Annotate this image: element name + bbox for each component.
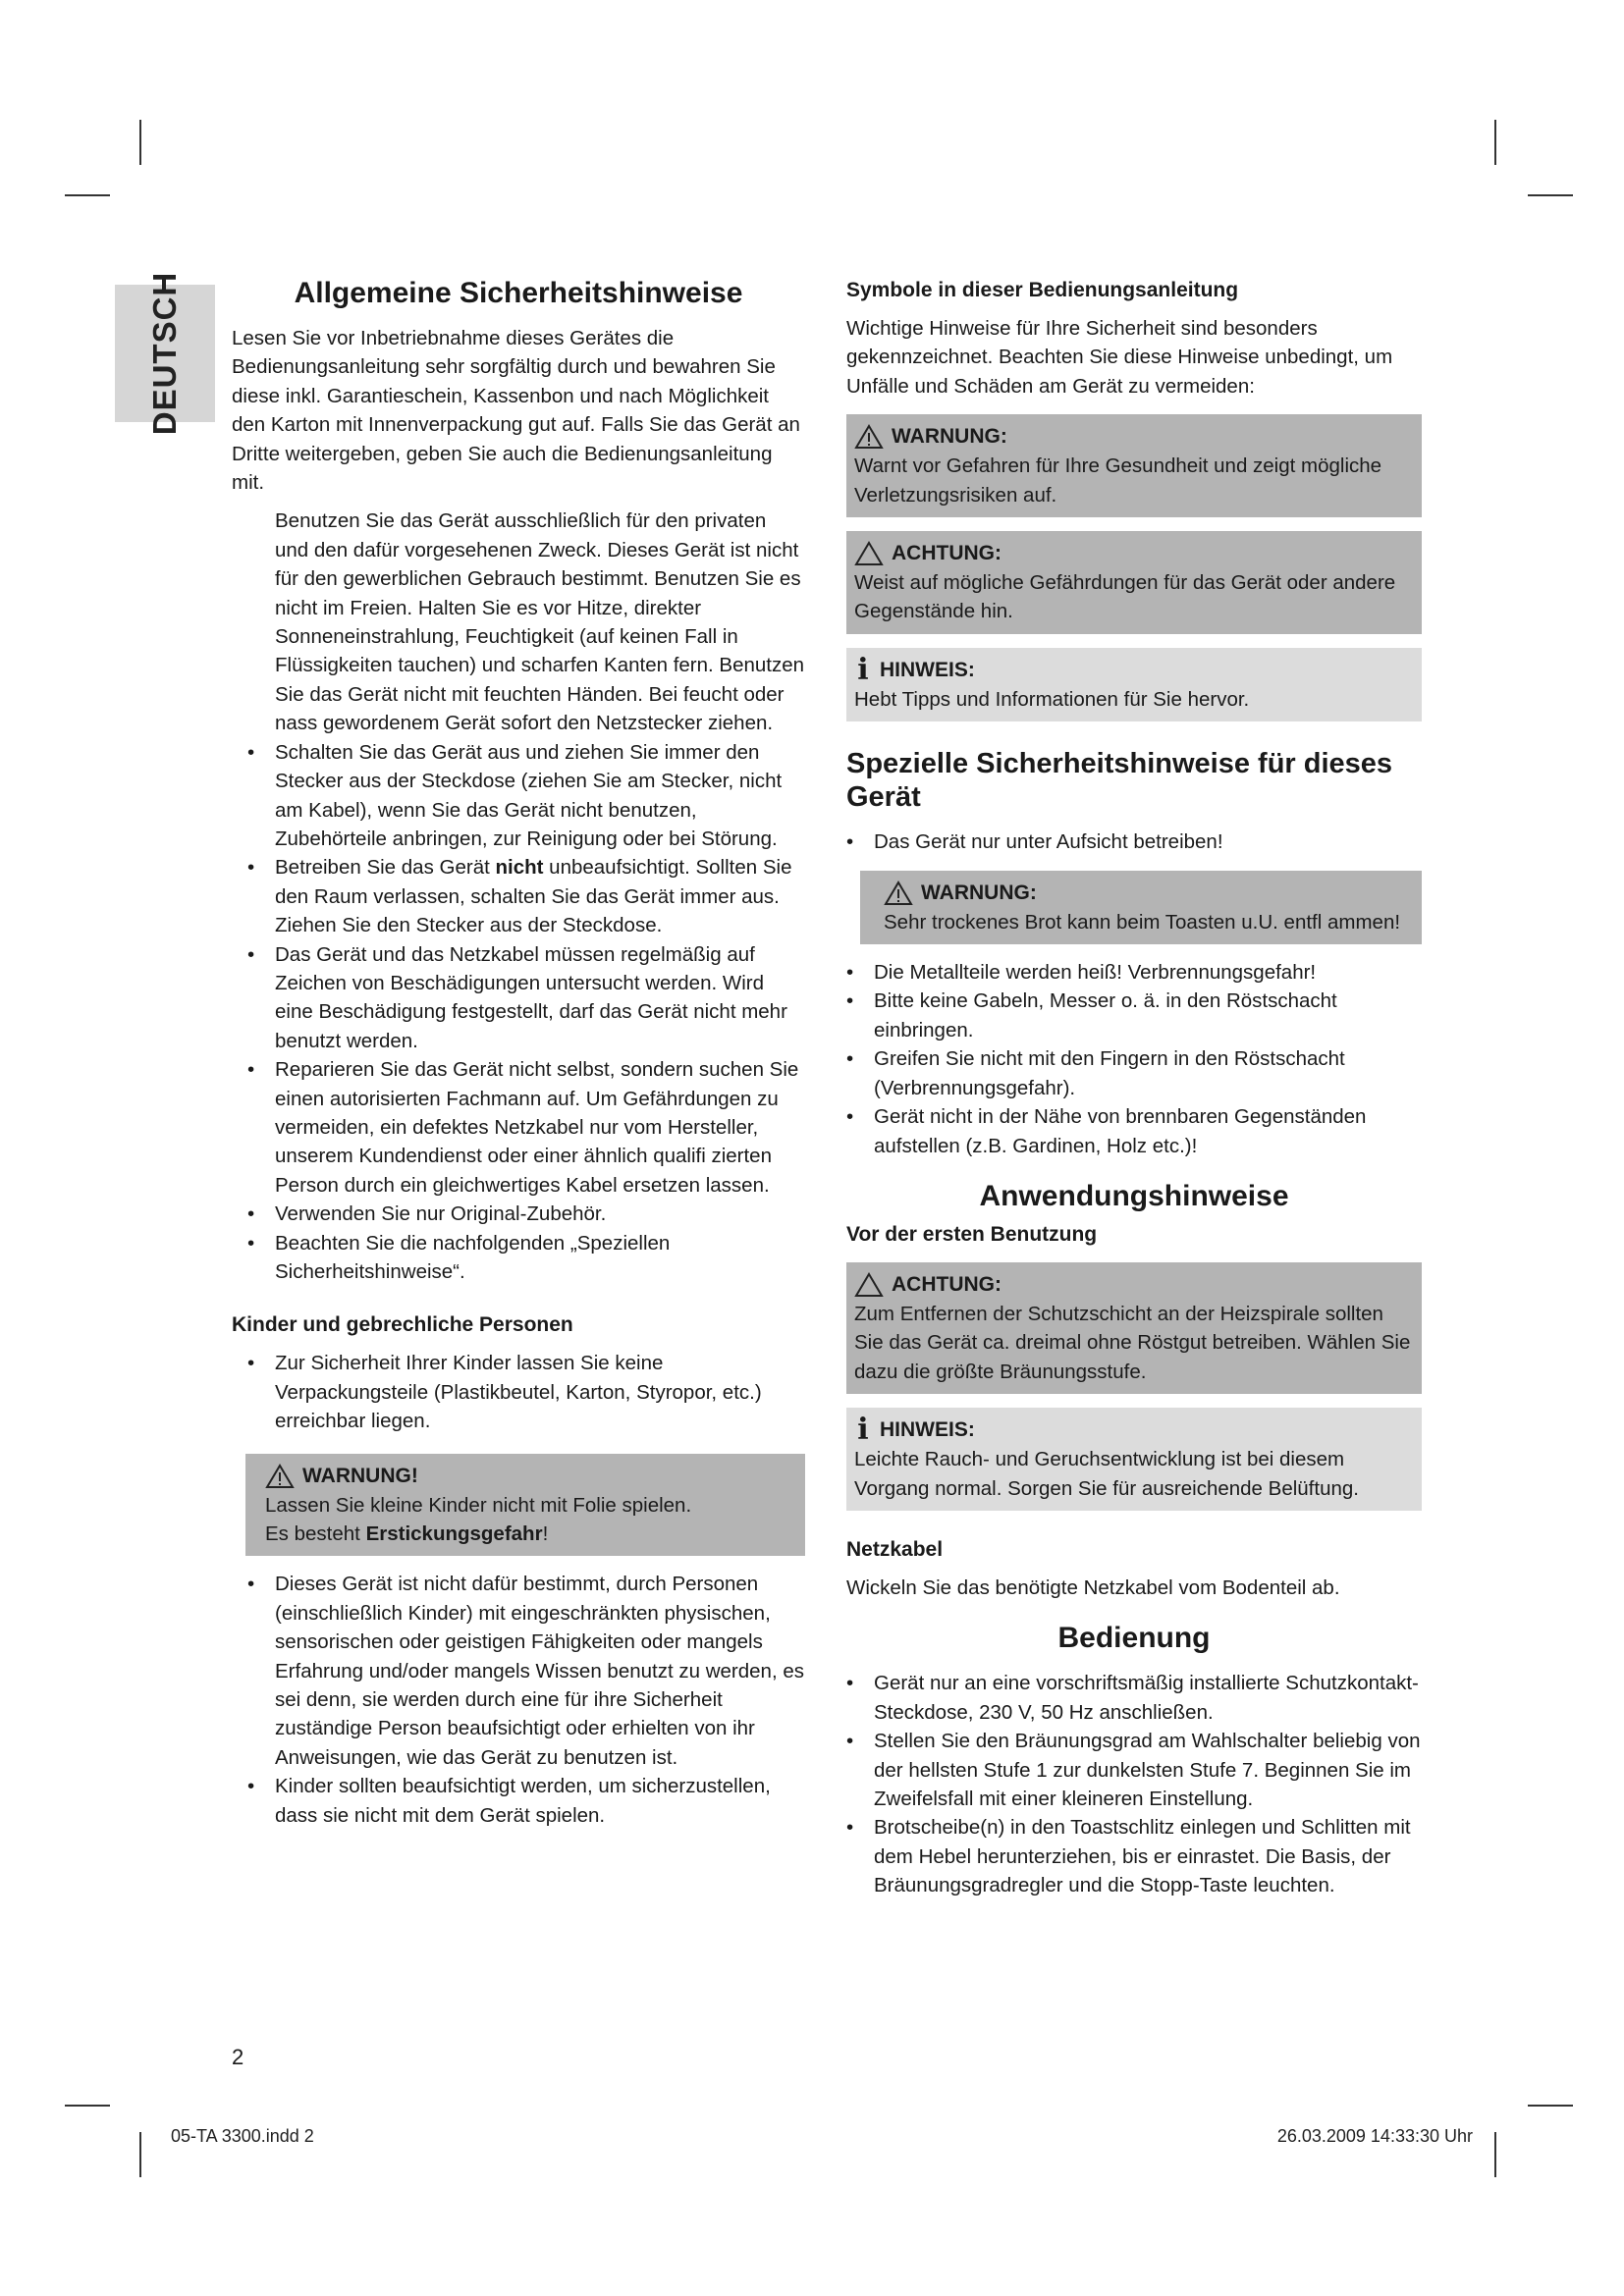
list-item: • Bitte keine Gabeln, Messer o. ä. in den Röstschacht einbringen. (846, 989, 1337, 1041)
crop-mark (1528, 194, 1573, 196)
symbols-intro: Wichtige Hinweise für Ihre Sicherheit sind besonders gekennzeichnet. Beachten Sie diese Hinweise unbedingt, um Unfälle und Schäden am Gerät zu vermeiden: (846, 317, 1393, 398)
list-item: • Dieses Gerät ist nicht dafür bestimmt, durch Personen (einschließlich Kinder) mit eingeschränkten physischen, sensorischen oder geistigen Fähigkeiten oder mangels Erfahrung und/oder mangels Wissen benutzt zu werden, es sei denn, sie werden durch eine für ihre Sicherheit zuständige Person beaufsichtigt oder erhielten von ihr Anweisungen, wie das Gerät zu benutzen ist. (247, 1573, 804, 1769)
crop-mark (139, 120, 141, 165)
list-item: • Gerät nicht in der Nähe von brennbaren Gegenständen aufstellen (z.B. Gardinen, Holz etc.)! (846, 1105, 1367, 1157)
page-number: 2 (232, 2045, 244, 2069)
list-item: Benutzen Sie das Gerät ausschließlich für den privaten und den dafür vorgesehenen Zweck. Dieses Gerät ist nicht für den gewerblichen Gebrauch bestimmt. Benutzen Sie es nicht im Freien. Halten Sie es vor Hitze, direkter Sonneneinstrahlung, Feuchtigkeit (auf keinen Fall in Flüssigkeiten tauchen) und scharfen Kanten fern. Benutzen Sie das Gerät nicht mit feuchten Händen. Bei feucht oder nass gewordenem Gerät sofort den Netzstecker ziehen. (275, 509, 805, 735)
bullet-text-not-unattended: Betreiben Sie das Gerät nicht unbeaufsichtigt. Sollten Sie den Raum verlassen, schalten Sie das Gerät immer aus. Ziehen Sie den Stecker aus der Steckdose. (275, 856, 792, 937)
symbol-box-hinweis: i HINWEIS: Hebt Tipps und Informationen für Sie hervor. (846, 648, 1422, 721)
list-item: • Das Gerät und das Netzkabel müssen regelmäßig auf Zeichen von Beschädigungen untersucht werden. Wird eine Beschädigung festgestellt, darf das Gerät nicht mehr benutzt werden. (247, 942, 787, 1052)
symbol-box-achtung: ACHTUNG: Weist auf mögliche Gefährdungen für das Gerät oder andere Gegenstände hin. (846, 531, 1422, 634)
usage-title: Anwendungshinweise (979, 1179, 1289, 1212)
warning-box-title: WARNUNG! (302, 1464, 418, 1487)
footer-file-name: 05-TA 3300.indd 2 (171, 2126, 314, 2146)
list-item: • Betreiben Sie das Gerät nicht unbeaufsichtigt. Sollten Sie den Raum verlassen, schalten Sie das Gerät immer aus. Ziehen Sie den Stecker aus der Steckdose. (247, 856, 792, 937)
special-list-2 (831, 958, 1422, 1160)
crop-mark (1494, 120, 1496, 165)
special-list-1 (831, 828, 1422, 856)
list-item: • Brotscheibe(n) in den Toastschlitz einlegen und Schlitten mit dem Hebel herunterziehen, bis er einrastet. Die Basis, der Bräunungsgradregler und die Stopp-Taste leuchten. (846, 1816, 1411, 1897)
special-warning-box: WARNUNG: Sehr trockenes Brot kann beim Toasten u.U. entfl ammen! (860, 871, 1422, 944)
operation-title: Bedienung (1057, 1622, 1211, 1655)
caution-triangle-icon (854, 1272, 884, 1298)
general-safety-title: Allgemeine Sicherheitshinweise (294, 277, 743, 309)
list-item: • Das Gerät nur unter Aufsicht betreiben! (846, 830, 1223, 854)
before-use-caution-box: ACHTUNG: Zum Entfernen der Schutzschicht an der Heizspirale sollten Sie das Gerät ca. dreimal ohne Röstgut betreiben. Wählen Sie dazu die größte Bräunungsstufe. (846, 1262, 1422, 1394)
special-safety-title: Spezielle Sicherheitshinweise für dieses Gerät (846, 748, 1393, 814)
list-item: • Beachten Sie die nachfolgenden „Speziellen Sicherheitshinweise“. (247, 1231, 671, 1283)
before-use-info-box: i HINWEIS: Leichte Rauch- und Geruchsentwicklung ist bei diesem Vorgang normal. Sorgen Sie für ausreichende Belüftung. (846, 1408, 1422, 1511)
info-icon: i (857, 652, 869, 687)
intro-paragraph: Lesen Sie vor Inbetriebnahme dieses Gerätes die Bedienungsanleitung sehr sorgfältig durch und bewahren Sie diese inkl. Garantieschein, Kassenbon und nach Möglichkeit den Karton mit Innenverpackung gut auf. Falls Sie das Gerät an Dritte weitergeben, geben Sie auch die Bedienungsanleitung mit. (232, 327, 800, 495)
warning-triangle-icon (884, 881, 913, 906)
list-item: • Verwenden Sie nur Original-Zubehör. (247, 1202, 607, 1226)
children-list-2 (232, 1570, 805, 1830)
warning-triangle-icon (265, 1464, 295, 1489)
crop-mark (65, 2105, 110, 2107)
language-tab-label: DEUTSCH (146, 271, 183, 436)
list-item: • Kinder sollten beaufsichtigt werden, um sicherzustellen, dass sie nicht mit dem Gerät spielen. (247, 1775, 771, 1827)
language-tab (115, 271, 215, 436)
children-heading: Kinder und gebrechliche Personen (232, 1313, 573, 1337)
crop-mark (1528, 2105, 1573, 2107)
power-cord-heading: Netzkabel (846, 1537, 944, 1561)
warning-box-children (245, 1454, 805, 1557)
symbols-heading: Symbole in dieser Bedienungsanleitung (846, 279, 1239, 301)
caution-triangle-icon (854, 541, 884, 566)
warning-triangle-icon (854, 424, 884, 450)
list-item: • Stellen Sie den Bräunungsgrad am Wahlschalter beliebig von der hellsten Stufe 1 zur dunkelsten Stufe 7. Beginnen Sie im Zweifelsfall mit einer kleineren Einstellung. (846, 1730, 1421, 1810)
list-item: • Reparieren Sie das Gerät nicht selbst, sondern suchen Sie einen autorisierten Fachmann auf. Um Gefährdungen zu vermeiden, ein defektes Netzkabel nur vom Hersteller, unserem Kundendienst oder einer ähnlich qualifi zierten Person durch ein gleichwertiges Kabel ersetzen lassen. (247, 1058, 799, 1197)
power-cord-text: Wickeln Sie das benötigte Netzkabel vom Bodenteil ab. (846, 1575, 1340, 1599)
symbol-box-warnung: WARNUNG: Warnt vor Gefahren für Ihre Gesundheit und zeigt mögliche Verletzungsrisiken auf. (846, 414, 1422, 517)
list-item: • Schalten Sie das Gerät aus und ziehen Sie immer den Stecker aus der Steckdose (ziehen Sie am Stecker, nicht am Kabel), wenn Sie das Gerät nicht benutzen, Zubehörteile anbringen, zur Reinigung oder bei Störung. (247, 740, 783, 850)
safety-list (232, 507, 805, 1286)
list-item: • Die Metallteile werden heiß! Verbrennungsgefahr! (846, 961, 1317, 985)
left-column (232, 277, 805, 1840)
crop-mark (1494, 2132, 1496, 2177)
crop-mark (65, 194, 110, 196)
info-icon: i (857, 1413, 869, 1448)
children-list (232, 1349, 805, 1435)
warning-box-line1: Lassen Sie kleine Kinder nicht mit Folie spielen. (265, 1493, 692, 1517)
before-first-use-heading: Vor der ersten Benutzung (846, 1222, 1098, 1246)
list-item: • Zur Sicherheit Ihrer Kinder lassen Sie keine Verpackungsteile (Plastikbeutel, Karton, Styropor, etc.) erreichbar liegen. (247, 1352, 762, 1433)
warning-box-line2: Es besteht Erstickungsgefahr! (265, 1522, 549, 1546)
list-item: • Gerät nur an eine vorschriftsmäßig installierte Schutzkontakt-Steckdose, 230 V, 50 Hz anschließen. (846, 1672, 1419, 1724)
right-column (846, 277, 1422, 1910)
list-item: • Greifen Sie nicht mit den Fingern in den Röstschacht (Verbrennungsgefahr). (846, 1047, 1345, 1099)
crop-mark (139, 2132, 141, 2177)
footer-timestamp: 26.03.2009 14:33:30 Uhr (1276, 2126, 1473, 2146)
operation-list (831, 1669, 1422, 1899)
